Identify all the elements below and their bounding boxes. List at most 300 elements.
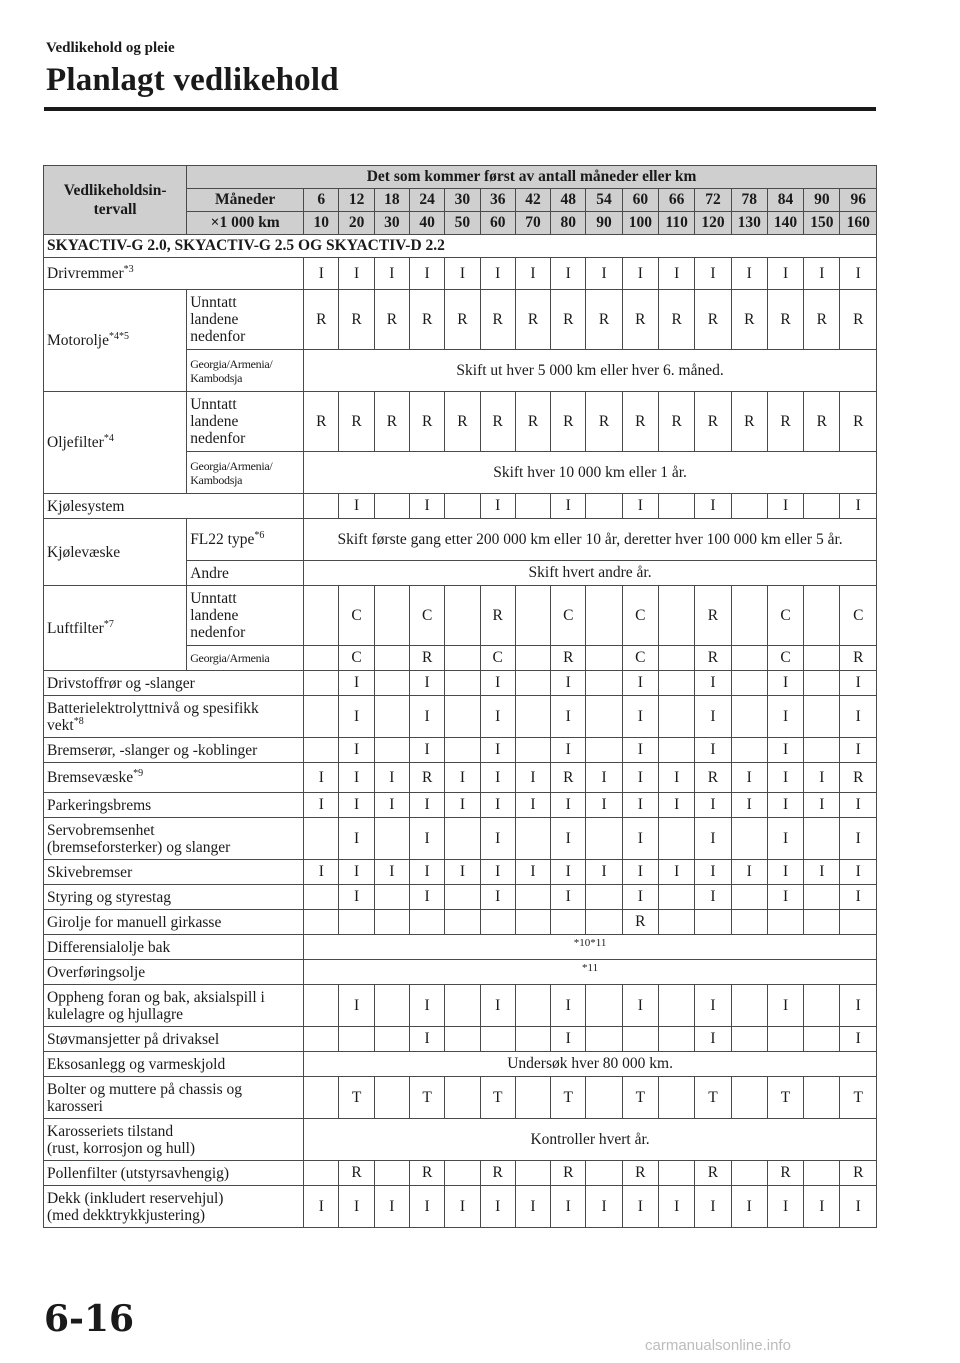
schedule-cell: I: [304, 793, 339, 818]
schedule-cell: I: [374, 860, 409, 885]
schedule-cell: [586, 818, 622, 860]
sub-label-text: Kambodsja: [190, 370, 243, 385]
footnote-ref: *7: [103, 618, 114, 630]
month-value: 78: [731, 189, 767, 212]
row-eksosanlegg: [44, 1052, 877, 1077]
schedule-cell: I: [840, 885, 877, 910]
schedule-cell: T: [480, 1077, 515, 1119]
month-value: 12: [339, 189, 374, 212]
schedule-cell: [374, 738, 409, 763]
schedule-cell: I: [410, 696, 445, 738]
schedule-cell: R: [551, 290, 586, 350]
schedule-cell: T: [339, 1077, 374, 1119]
sub-label-text: Georgia/Armenia/: [190, 458, 273, 473]
schedule-cell: R: [445, 392, 480, 452]
sub-label-text: nedenfor: [190, 328, 246, 345]
schedule-cell: [804, 586, 840, 646]
schedule-cell: [659, 586, 695, 646]
schedule-cell: R: [374, 392, 409, 452]
schedule-cell: [659, 1161, 695, 1186]
row-oljefilter-except: [44, 392, 877, 452]
schedule-cell: [586, 586, 622, 646]
schedule-cell: R: [339, 392, 374, 452]
row-label-stovmansjetter: [44, 1027, 304, 1052]
schedule-cell: [374, 494, 409, 519]
schedule-cell: C: [551, 586, 586, 646]
schedule-cell: R: [622, 1161, 658, 1186]
schedule-cell: I: [480, 671, 515, 696]
sub-label-except: [187, 392, 304, 452]
schedule-cell: I: [804, 860, 840, 885]
row-label-kjolesystem: [44, 494, 304, 519]
schedule-cell: I: [410, 1027, 445, 1052]
schedule-cell: [374, 586, 409, 646]
schedule-cell: [586, 494, 622, 519]
schedule-cell: R: [804, 392, 840, 452]
row-parkeringsbrems: [44, 793, 877, 818]
row-label-text: (bremseforsterker) og slanger: [47, 838, 231, 856]
schedule-cell: [304, 985, 339, 1027]
schedule-cell: [445, 671, 480, 696]
schedule-cell: I: [480, 1186, 515, 1228]
row-label-dekk: [44, 1186, 304, 1228]
schedule-cell: I: [586, 763, 622, 793]
km-value: 40: [410, 212, 445, 235]
schedule-cell: R: [480, 290, 515, 350]
row-label-text: Karosseriets tilstand: [47, 1122, 174, 1140]
motorolje-special-text: Skift ut hver 5 000 km eller hver 6. måned.: [304, 350, 877, 392]
schedule-cell: [480, 910, 515, 935]
schedule-cell: [804, 671, 840, 696]
footnote-ref: *8: [73, 715, 84, 727]
row-label-text: karosseri: [47, 1097, 103, 1115]
schedule-cell: I: [480, 860, 515, 885]
schedule-cell: [731, 1161, 767, 1186]
km-value: 90: [586, 212, 622, 235]
schedule-cell: I: [551, 793, 586, 818]
row-label-motorolje: [44, 290, 187, 392]
schedule-cell: [445, 738, 480, 763]
row-label-skivebremser: [44, 860, 304, 885]
schedule-cell: [731, 1027, 767, 1052]
schedule-cell: R: [804, 290, 840, 350]
schedule-cell: [659, 1027, 695, 1052]
row-label-text: Drivremmer: [47, 265, 124, 282]
schedule-cell: [304, 1077, 339, 1119]
row-drivstoffror: [44, 671, 877, 696]
schedule-cell: [410, 910, 445, 935]
maintenance-schedule-table: [43, 165, 877, 1228]
schedule-cell: I: [804, 793, 840, 818]
sub-label-text: landene: [190, 311, 239, 328]
km-value: 140: [767, 212, 803, 235]
month-value: 48: [551, 189, 586, 212]
schedule-cell: C: [622, 646, 658, 671]
schedule-cell: [586, 1077, 622, 1119]
schedule-cell: R: [445, 290, 480, 350]
schedule-cell: [515, 1161, 550, 1186]
schedule-cell: [731, 818, 767, 860]
schedule-cell: I: [804, 258, 840, 290]
schedule-cell: I: [840, 1027, 877, 1052]
row-label-drivremmer: [44, 258, 304, 290]
row-label-girolje: [44, 910, 304, 935]
schedule-cell: [374, 1027, 409, 1052]
schedule-cell: R: [515, 290, 550, 350]
schedule-cell: I: [731, 1186, 767, 1228]
schedule-cell: I: [622, 763, 658, 793]
schedule-cell: [804, 885, 840, 910]
schedule-cell: [731, 985, 767, 1027]
schedule-cell: I: [445, 860, 480, 885]
schedule-cell: [304, 586, 339, 646]
schedule-cell: [659, 985, 695, 1027]
schedule-cell: [304, 671, 339, 696]
km-value: 50: [445, 212, 480, 235]
footnote-ref: *9: [133, 767, 144, 779]
schedule-cell: R: [695, 290, 731, 350]
sub-label-text: nedenfor: [190, 624, 246, 641]
schedule-cell: I: [659, 763, 695, 793]
schedule-cell: R: [622, 392, 658, 452]
schedule-cell: [304, 494, 339, 519]
schedule-cell: [731, 646, 767, 671]
engine-section-title: SKYACTIV-G 2.0, SKYACTIV-G 2.5 OG SKYACTIV-D 2.2: [44, 235, 877, 258]
schedule-cell: I: [840, 793, 877, 818]
schedule-cell: R: [410, 392, 445, 452]
schedule-cell: [339, 1027, 374, 1052]
schedule-cell: I: [480, 885, 515, 910]
schedule-cell: C: [480, 646, 515, 671]
schedule-cell: I: [551, 818, 586, 860]
row-label-bremseror: [44, 738, 304, 763]
row-label-drivstoffror: [44, 671, 304, 696]
schedule-cell: [304, 818, 339, 860]
row-label-text: Skivebremser: [47, 863, 133, 881]
schedule-cell: I: [804, 763, 840, 793]
schedule-cell: I: [840, 818, 877, 860]
schedule-cell: I: [840, 696, 877, 738]
sub-label-text: Georgia/Armenia: [190, 651, 270, 665]
schedule-cell: I: [410, 258, 445, 290]
schedule-cell: I: [551, 671, 586, 696]
schedule-cell: R: [767, 392, 803, 452]
schedule-cell: [586, 696, 622, 738]
row-girolje: [44, 910, 877, 935]
schedule-cell: I: [339, 494, 374, 519]
row-drivremmer: [44, 258, 877, 290]
schedule-cell: [445, 885, 480, 910]
schedule-cell: I: [695, 793, 731, 818]
schedule-cell: [374, 1161, 409, 1186]
eksosanlegg-text: Undersøk hver 80 000 km.: [304, 1052, 877, 1077]
schedule-cell: I: [731, 258, 767, 290]
schedule-cell: I: [374, 1186, 409, 1228]
schedule-cell: I: [480, 985, 515, 1027]
schedule-cell: C: [410, 586, 445, 646]
schedule-cell: I: [480, 793, 515, 818]
schedule-cell: [515, 494, 550, 519]
schedule-cell: I: [840, 985, 877, 1027]
row-label-kjolevaeske: [44, 519, 187, 586]
row-label-text: Bremsevæske: [47, 769, 134, 786]
km-value: 150: [804, 212, 840, 235]
month-value: 36: [480, 189, 515, 212]
schedule-cell: R: [480, 392, 515, 452]
schedule-cell: C: [840, 586, 877, 646]
schedule-cell: I: [515, 763, 550, 793]
schedule-cell: I: [840, 860, 877, 885]
schedule-cell: I: [586, 793, 622, 818]
schedule-cell: [586, 738, 622, 763]
schedule-cell: R: [840, 646, 877, 671]
km-value: 70: [515, 212, 550, 235]
sub-label-except: [187, 586, 304, 646]
row-overforingsolje: [44, 960, 877, 985]
schedule-cell: R: [695, 1161, 731, 1186]
row-kjolevaeske-fl22: [44, 519, 877, 561]
row-label-text: Bolter og muttere på chassis og: [47, 1080, 242, 1098]
schedule-cell: R: [840, 290, 877, 350]
schedule-cell: [515, 1077, 550, 1119]
schedule-cell: I: [767, 258, 803, 290]
schedule-cell: R: [840, 1161, 877, 1186]
schedule-cell: I: [622, 985, 658, 1027]
schedule-cell: I: [840, 738, 877, 763]
schedule-cell: I: [695, 1186, 731, 1228]
schedule-cell: R: [586, 290, 622, 350]
karosseri-text: Kontroller hvert år.: [304, 1119, 877, 1161]
month-value: 90: [804, 189, 840, 212]
row-label-text: Kjølevæske: [47, 543, 121, 561]
row-label-karosseri: [44, 1119, 304, 1161]
schedule-cell: I: [339, 885, 374, 910]
schedule-cell: I: [445, 763, 480, 793]
schedule-cell: I: [515, 258, 550, 290]
schedule-cell: [659, 910, 695, 935]
footnote-ref: *6: [254, 529, 265, 541]
schedule-cell: [731, 586, 767, 646]
months-label: Måneder: [187, 189, 304, 212]
schedule-cell: R: [410, 646, 445, 671]
schedule-cell: R: [659, 290, 695, 350]
schedule-cell: [304, 1027, 339, 1052]
row-label-text: Styring og styrestag: [47, 888, 171, 906]
kjolevaeske-fl22-text: Skift første gang etter 200 000 km eller 10 år, deretter hver 100 000 km eller 5 år.: [304, 519, 877, 561]
schedule-cell: I: [804, 1186, 840, 1228]
schedule-cell: R: [840, 763, 877, 793]
row-label-text: Oljefilter: [47, 434, 104, 451]
schedule-cell: I: [410, 738, 445, 763]
row-servobrems: [44, 818, 877, 860]
schedule-cell: I: [304, 860, 339, 885]
row-label-eksosanlegg: [44, 1052, 304, 1077]
schedule-cell: I: [695, 818, 731, 860]
row-differensialolje: [44, 935, 877, 960]
row-oppheng: [44, 985, 877, 1027]
sub-label-text: Georgia/Armenia/: [190, 356, 273, 371]
schedule-cell: I: [622, 671, 658, 696]
watermark[interactable]: carmanualsonline.info: [645, 1337, 791, 1354]
schedule-cell: I: [515, 1186, 550, 1228]
schedule-cell: I: [551, 258, 586, 290]
schedule-cell: [659, 494, 695, 519]
schedule-cell: I: [695, 671, 731, 696]
schedule-cell: I: [480, 763, 515, 793]
schedule-cell: I: [551, 860, 586, 885]
schedule-cell: I: [659, 793, 695, 818]
schedule-cell: [515, 985, 550, 1027]
schedule-cell: I: [339, 793, 374, 818]
row-label-text: kulelagre og hjullagre: [47, 1005, 184, 1023]
row-label-batteri: [44, 696, 304, 738]
section-label: Vedlikehold og pleie: [46, 40, 175, 56]
schedule-cell: [445, 1027, 480, 1052]
schedule-cell: I: [339, 818, 374, 860]
schedule-cell: [804, 1077, 840, 1119]
schedule-cell: [445, 646, 480, 671]
schedule-cell: I: [622, 494, 658, 519]
schedule-cell: I: [586, 860, 622, 885]
schedule-cell: R: [304, 290, 339, 350]
schedule-cell: [804, 738, 840, 763]
schedule-cell: R: [622, 290, 658, 350]
row-label-text: Kjølesystem: [47, 497, 125, 515]
schedule-cell: [804, 646, 840, 671]
schedule-cell: [659, 696, 695, 738]
corner-label-line2: tervall: [93, 201, 137, 218]
schedule-cell: [304, 738, 339, 763]
row-luftfilter-except: [44, 586, 877, 646]
page-number: 6-16: [44, 1298, 135, 1340]
schedule-cell: I: [445, 1186, 480, 1228]
schedule-cell: I: [622, 738, 658, 763]
schedule-cell: I: [551, 738, 586, 763]
schedule-cell: [695, 910, 731, 935]
schedule-cell: I: [445, 258, 480, 290]
schedule-cell: T: [695, 1077, 731, 1119]
row-label-overforingsolje: [44, 960, 304, 985]
schedule-cell: [445, 1077, 480, 1119]
sub-label-text: landene: [190, 607, 239, 624]
schedule-cell: I: [731, 793, 767, 818]
schedule-cell: [374, 671, 409, 696]
schedule-cell: I: [339, 763, 374, 793]
schedule-cell: I: [551, 696, 586, 738]
schedule-cell: I: [339, 258, 374, 290]
schedule-cell: C: [339, 646, 374, 671]
schedule-cell: I: [410, 818, 445, 860]
schedule-cell: I: [840, 494, 877, 519]
header-row-top: [44, 166, 877, 189]
schedule-cell: I: [551, 1027, 586, 1052]
km-value: 120: [695, 212, 731, 235]
schedule-cell: [804, 494, 840, 519]
schedule-cell: I: [586, 258, 622, 290]
row-label-text: Parkeringsbrems: [47, 796, 152, 814]
schedule-cell: R: [731, 392, 767, 452]
schedule-cell: R: [480, 586, 515, 646]
schedule-cell: C: [767, 586, 803, 646]
schedule-cell: I: [515, 793, 550, 818]
schedule-cell: [445, 494, 480, 519]
schedule-cell: [804, 910, 840, 935]
month-value: 96: [840, 189, 877, 212]
schedule-cell: [586, 1027, 622, 1052]
kjolevaeske-andre-text: Skift hvert andre år.: [304, 561, 877, 586]
row-kjolesystem: [44, 494, 877, 519]
schedule-cell: I: [480, 258, 515, 290]
schedule-cell: I: [767, 494, 803, 519]
schedule-cell: R: [339, 1161, 374, 1186]
schedule-cell: [374, 696, 409, 738]
row-label-bremsevaeske: [44, 763, 304, 793]
schedule-cell: I: [622, 885, 658, 910]
row-bremsevaeske: [44, 763, 877, 793]
km-value: 110: [659, 212, 695, 235]
schedule-cell: [840, 910, 877, 935]
schedule-cell: I: [410, 494, 445, 519]
schedule-cell: I: [767, 763, 803, 793]
schedule-cell: I: [695, 1027, 731, 1052]
schedule-cell: I: [304, 763, 339, 793]
schedule-cell: [659, 671, 695, 696]
row-label-text: vekt: [47, 716, 74, 734]
schedule-cell: I: [551, 985, 586, 1027]
schedule-cell: I: [659, 860, 695, 885]
schedule-cell: I: [767, 696, 803, 738]
row-bolter: [44, 1077, 877, 1119]
schedule-cell: T: [410, 1077, 445, 1119]
schedule-cell: R: [695, 763, 731, 793]
schedule-cell: I: [695, 696, 731, 738]
schedule-cell: T: [551, 1077, 586, 1119]
schedule-cell: I: [659, 258, 695, 290]
row-label-text: Bremserør, -slanger og -koblinger: [47, 741, 258, 759]
schedule-cell: I: [410, 860, 445, 885]
km-value: 100: [622, 212, 658, 235]
schedule-cell: [445, 1161, 480, 1186]
month-value: 42: [515, 189, 550, 212]
schedule-cell: R: [551, 646, 586, 671]
schedule-cell: [515, 1027, 550, 1052]
sub-label-except: [187, 290, 304, 350]
sub-label-georgia-armenia: [187, 646, 304, 671]
schedule-cell: I: [339, 671, 374, 696]
schedule-cell: I: [410, 885, 445, 910]
footnote-ref: *4*5: [109, 330, 129, 342]
schedule-cell: [586, 885, 622, 910]
schedule-cell: I: [480, 494, 515, 519]
schedule-cell: I: [551, 885, 586, 910]
sub-label-text: Unntatt: [190, 396, 237, 413]
row-label-pollenfilter: [44, 1161, 304, 1186]
schedule-cell: [659, 818, 695, 860]
title-divider: [44, 107, 876, 111]
schedule-cell: I: [304, 1186, 339, 1228]
schedule-cell: [339, 910, 374, 935]
row-label-text: (med dekktrykkjustering): [47, 1206, 205, 1224]
schedule-cell: [304, 696, 339, 738]
sub-label-fl22: [187, 519, 304, 561]
schedule-cell: I: [480, 738, 515, 763]
schedule-cell: I: [767, 885, 803, 910]
schedule-cell: [515, 818, 550, 860]
row-label-parkeringsbrems: [44, 793, 304, 818]
schedule-cell: [304, 1161, 339, 1186]
schedule-cell: I: [767, 671, 803, 696]
schedule-cell: R: [622, 910, 658, 935]
